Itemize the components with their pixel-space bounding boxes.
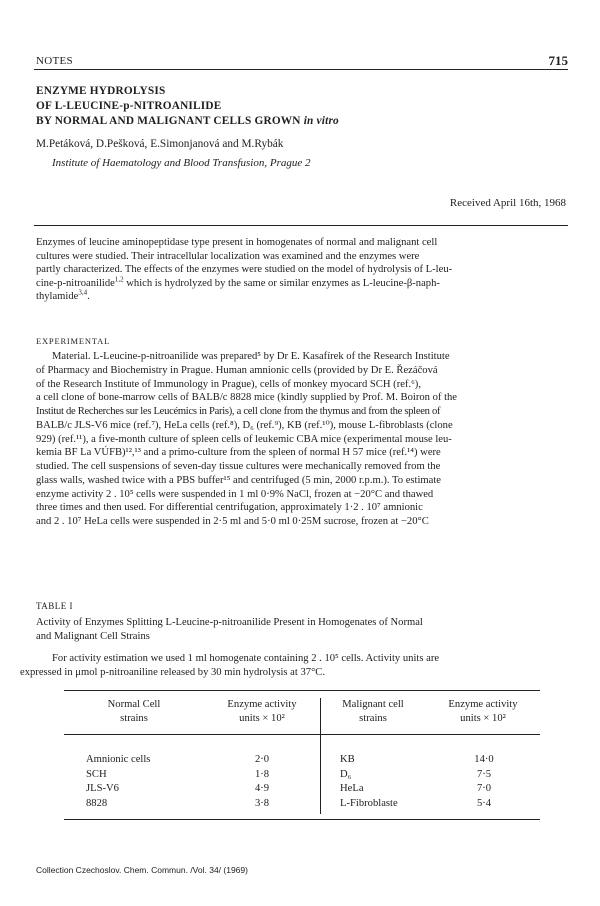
table-cell: 7·0 — [476, 783, 492, 794]
header-malignant-activity: Enzyme activity units × 10² — [448, 699, 518, 724]
body-line: three times and then used. For differential centrifugation, approximately 1·2 . 10⁷ amnionic — [36, 502, 423, 514]
running-header — [34, 50, 568, 68]
malignant-activity-column — [456, 753, 512, 811]
table-cell: KB — [340, 754, 355, 765]
institution: Institute of Haematology and Blood Transfusion, Prague 2 — [52, 157, 311, 169]
section-heading-experimental: EXPERIMENTAL — [36, 336, 111, 346]
title-line-2: OF L-LEUCINE-p-NITROANILIDE — [36, 100, 222, 112]
body-line: of the Research Institute of Immunology in Prague), cells of monkey myocard SCH (ref.⁶), — [36, 378, 421, 390]
body-line: glass walls, washed twice with a PBS buffer¹⁵ and centrifuged (5 min, 2000 r.p.m.). To estimate — [36, 474, 441, 486]
body-line: Institut de Recherches sur les Leucémics in Paris), a cell clone from the thymus and from the spleen of — [36, 406, 441, 417]
table-cell: 1·8 — [254, 768, 270, 780]
table-cell: 8828 — [86, 797, 108, 809]
header-normal-activity: Enzyme activity units × 10² — [227, 699, 297, 724]
normal-strain-column — [86, 753, 150, 811]
body-line: studied. The cell suspensions of seven-day tissue cultures were mechanically removed from the — [36, 461, 441, 472]
experimental-body — [36, 350, 566, 529]
page-number: 715 — [548, 53, 568, 68]
table-cell: HeLa — [340, 783, 364, 794]
table-cell: 14·0 — [474, 754, 494, 765]
body-line: Material. L-Leucine-p-nitroanilide was prepared⁵ by Dr E. Kasafírek of the Research Institute — [52, 351, 450, 362]
table-top-rule — [64, 690, 540, 691]
table-cell: SCH — [86, 768, 107, 780]
header-malignant-strains: Malignant cell strains — [342, 699, 404, 724]
body-line: and 2 . 10⁷ HeLa cells were suspended in 2·5 ml and 5·0 ml 0·25M sucrose, frozen at −20°C — [36, 516, 429, 527]
body-line: 929) (ref.¹¹), a five-month culture of spleen cells of leukemic CBA mice (experimental mouse leu- — [36, 433, 452, 445]
abstract-rule-top — [34, 225, 568, 226]
title-line-1: ENZYME HYDROLYSIS — [36, 85, 166, 97]
activity-table — [64, 690, 540, 820]
table-cell: D₆ — [340, 768, 352, 780]
table-cell: 3·8 — [254, 797, 270, 809]
body-line: BALB/c JLS-V6 mice (ref.⁷), HeLa cells (ref.⁸), D₆ (ref.⁹), KB (ref.¹⁰), mouse L-fibroblasts (clone — [36, 419, 453, 431]
body-line: kemia BF La VÚFB)¹²,¹³ and a primo-culture from the spleen of normal H 57 mice (ref.¹⁴) were — [36, 447, 441, 459]
table-cell: L-Fibroblaste — [340, 797, 398, 809]
table-note: For activity estimation we used 1 ml homogenate containing 2 . 10⁵ cells. Activity units are expressed in μmol p-nitroaniline released by 30 min hydrolysis at 37°C. — [20, 653, 440, 678]
table-cell: 5·4 — [476, 797, 492, 809]
body-line: enzyme activity 2 . 10⁵ cells were suspended in 1 ml 0·9% NaCl, frozen at −20°C and thawed — [36, 488, 434, 500]
table-header-rule — [64, 734, 540, 735]
abstract: Enzymes of leucine aminopeptidase type present in homogenates of normal and malignant cell cultures were studied. Their intracellular localization was examined and the enzymes were partly characterized. The effects of the enzymes were studied on the model of hydrolysis of L-leu- cine-p-nitroanilide$^{1,2}$ which is hydrolyzed by the same or similar enzymes as L-leucine-β-naph- thylamide$^{3,4}$. — [36, 237, 453, 303]
table-bottom-rule — [64, 819, 540, 820]
title-line-3: BY NORMAL AND MALIGNANT CELLS GROWN in vitro — [36, 115, 339, 127]
table-cell: JLS-V6 — [86, 783, 119, 794]
received-date: Received April 16th, 1968 — [449, 197, 566, 209]
malignant-strain-column — [340, 753, 398, 811]
author-list: M.Petáková, D.Pešková, E.Simonjanová and M.Rybák — [36, 138, 284, 150]
body-line: a cell clone of bone-marrow cells of BALB/c 8828 mice (kindly supplied by Prof. M. Boiron of the — [36, 392, 458, 404]
table-cell: Amnionic cells — [86, 754, 151, 765]
section-label: NOTES — [36, 55, 73, 67]
table-cell: 7·5 — [476, 768, 492, 780]
table-cell: 2·0 — [254, 754, 270, 765]
table-label: TABLE I — [36, 601, 74, 611]
header-normal-strains: Normal Cell strains — [107, 699, 161, 724]
body-line: of Pharmacy and Biochemistry in Prague. Human amnionic cells (provided by Dr E. Řezáčová — [36, 364, 438, 376]
header-rule — [34, 69, 568, 70]
article-title — [36, 84, 339, 129]
table-caption: Activity of Enzymes Splitting L-Leucine-p-nitroanilide Present in Homogenates of Normal and Malignant Cell Strains — [36, 617, 423, 642]
normal-activity-column — [234, 753, 290, 811]
journal-footer: Collection Czechoslov. Chem. Commun. /Vol. 34/ (1969) — [36, 865, 248, 875]
table-cell: 4·9 — [254, 783, 270, 794]
